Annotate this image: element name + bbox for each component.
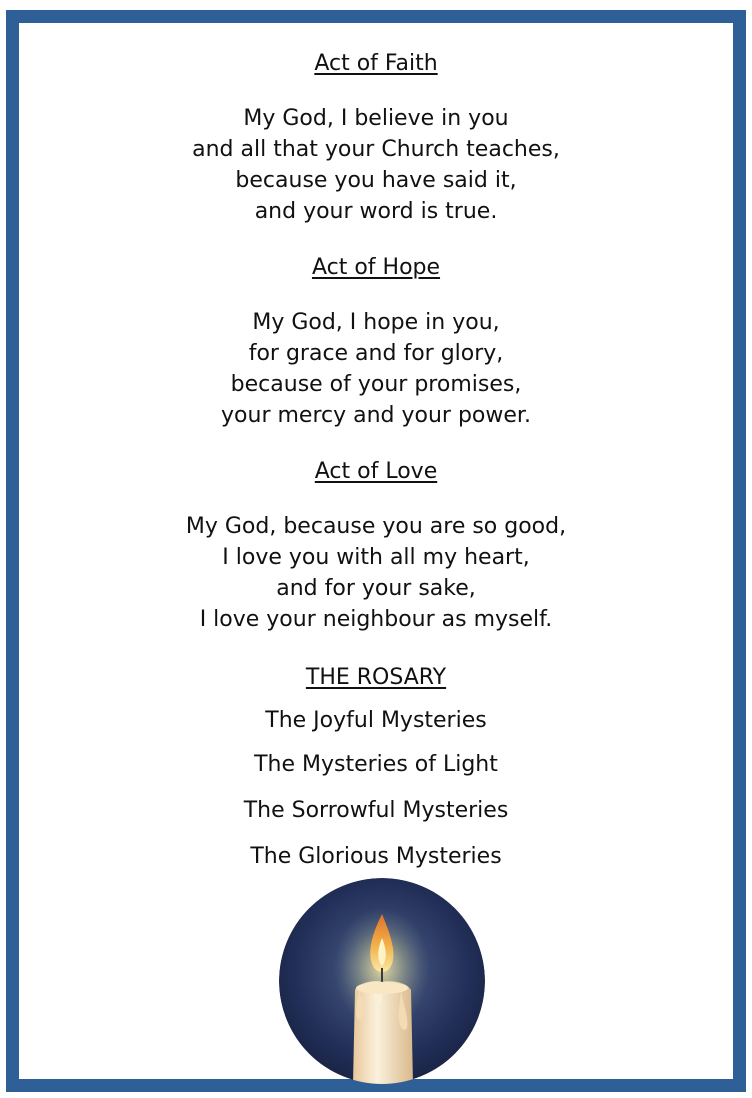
prayer-line: because of your promises, bbox=[230, 372, 522, 397]
mysteries-of-light: The Mysteries of Light bbox=[254, 752, 498, 777]
act-of-hope-text bbox=[19, 307, 733, 431]
act-of-love-text bbox=[19, 511, 733, 635]
prayer-line: for grace and for glory, bbox=[248, 341, 504, 366]
prayer-line: and your word is true. bbox=[254, 199, 498, 224]
prayer-line: I love you with all my heart, bbox=[222, 545, 530, 570]
prayer-line: I love your neighbour as myself. bbox=[199, 607, 553, 632]
prayer-line: and for your sake, bbox=[276, 576, 476, 601]
prayer-line: My God, I believe in you bbox=[243, 106, 509, 131]
candle-icon bbox=[279, 878, 485, 1084]
act-of-faith-text bbox=[19, 103, 733, 227]
joyful-mysteries: The Joyful Mysteries bbox=[265, 708, 487, 733]
page-frame bbox=[6, 10, 746, 1092]
glorious-mysteries: The Glorious Mysteries bbox=[250, 844, 502, 869]
act-of-hope-title: Act of Hope bbox=[311, 255, 441, 280]
sorrowful-mysteries: The Sorrowful Mysteries bbox=[243, 798, 509, 823]
prayer-line: your mercy and your power. bbox=[221, 403, 531, 428]
rosary-title: THE ROSARY bbox=[305, 665, 447, 690]
act-of-love-title: Act of Love bbox=[314, 459, 438, 484]
prayer-line: My God, because you are so good, bbox=[185, 514, 567, 539]
prayer-line: and all that your Church teaches, bbox=[192, 137, 560, 162]
candle-illustration bbox=[279, 878, 485, 1084]
act-of-faith-title: Act of Faith bbox=[314, 51, 438, 76]
prayer-line: because you have said it, bbox=[235, 168, 517, 193]
prayer-line: My God, I hope in you, bbox=[252, 310, 500, 335]
